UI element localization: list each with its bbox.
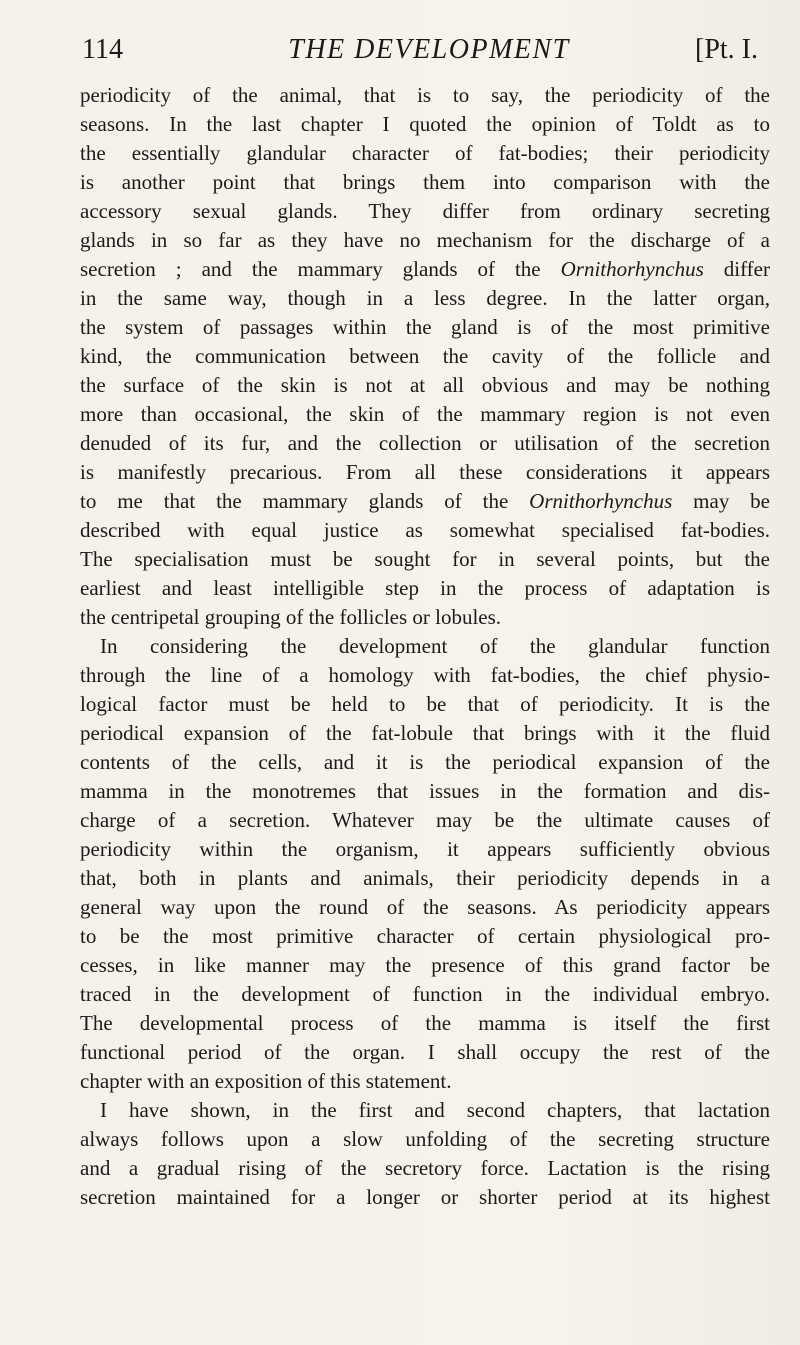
text-line: is manifestly precarious. From all these considerations it appears bbox=[80, 460, 770, 484]
paragraph-start-line: I have shown, in the first and second chapters, that lactation bbox=[100, 1098, 770, 1122]
text-line: the essentially glandular character of fat-bodies; their periodicity bbox=[80, 141, 770, 165]
text-line: glands in so far as they have no mechanism for the discharge of a bbox=[80, 228, 770, 252]
text-line: to be the most primitive character of certain physiological pro- bbox=[80, 924, 770, 948]
text-line: in the same way, though in a less degree. In the latter organ, bbox=[80, 286, 770, 310]
text-line: charge of a secretion. Whatever may be the ultimate causes of bbox=[80, 808, 770, 832]
text-line: functional period of the organ. I shall occupy the rest of the bbox=[80, 1040, 770, 1064]
text-line: logical factor must be held to be that of periodicity. It is the bbox=[80, 692, 770, 716]
text-line: the surface of the skin is not at all obvious and may be nothing bbox=[80, 373, 770, 397]
paragraph-end-line: the centripetal grouping of the follicles or lobules. bbox=[80, 605, 502, 629]
text-line: is another point that brings them into comparison with the bbox=[80, 170, 770, 194]
text-line: denuded of its fur, and the collection or utilisation of the secretion bbox=[80, 431, 770, 455]
text-line: and a gradual rising of the secretory force. Lactation is the rising bbox=[80, 1156, 770, 1180]
text-segment: to me that the mammary glands of the bbox=[80, 489, 530, 513]
text-line: always follows upon a slow unfolding of the secreting structure bbox=[80, 1127, 770, 1151]
text-line: through the line of a homology with fat-bodies, the chief physio- bbox=[80, 663, 770, 687]
page-number: 114 bbox=[82, 34, 123, 65]
text-line: earliest and least intelligible step in the process of adaptation is bbox=[80, 576, 770, 600]
text-line: general way upon the round of the seasons. As periodicity appears bbox=[80, 895, 770, 919]
text-line: periodical expansion of the fat-lobule that brings with it the fluid bbox=[80, 721, 770, 745]
page-header bbox=[82, 30, 758, 70]
text-line: that, both in plants and animals, their periodicity depends in a bbox=[80, 866, 770, 890]
text-segment: differ bbox=[703, 257, 770, 281]
text-segment: may be bbox=[672, 489, 771, 513]
paragraph-start-line: In considering the development of the glandular function bbox=[100, 634, 770, 658]
text-line: more than occasional, the skin of the mammary region is not even bbox=[80, 402, 770, 426]
text-line: described with equal justice as somewhat specialised fat-bodies. bbox=[80, 518, 770, 542]
text-line bbox=[80, 255, 770, 284]
text-line: secretion maintained for a longer or shorter period at its highest bbox=[80, 1185, 770, 1209]
text-line: seasons. In the last chapter I quoted the opinion of Toldt as to bbox=[80, 112, 770, 136]
part-marker: [Pt. I. bbox=[695, 34, 758, 65]
text-line: contents of the cells, and it is the periodical expansion of the bbox=[80, 750, 770, 774]
paragraph-end-line: chapter with an exposition of this statement. bbox=[80, 1069, 452, 1093]
text-line bbox=[80, 487, 770, 516]
text-line: The developmental process of the mamma is itself the first bbox=[80, 1011, 770, 1035]
text-line: accessory sexual glands. They differ from ordinary secreting bbox=[80, 199, 770, 223]
text-line: periodicity within the organism, it appears sufficiently obvious bbox=[80, 837, 770, 861]
text-line: the system of passages within the gland is of the most primitive bbox=[80, 315, 770, 339]
text-line: cesses, in like manner may the presence of this grand factor be bbox=[80, 953, 770, 977]
text-segment: secretion ; and the mammary glands of the bbox=[80, 257, 561, 281]
species-name: Ornithorhynchus bbox=[560, 257, 704, 281]
text-line: mamma in the monotremes that issues in the formation and dis- bbox=[80, 779, 770, 803]
text-line: kind, the communication between the cavity of the follicle and bbox=[80, 344, 770, 368]
running-title: THE DEVELOPMENT bbox=[288, 34, 570, 65]
text-line: traced in the development of function in the individual embryo. bbox=[80, 982, 770, 1006]
species-name: Ornithorhynchus bbox=[529, 489, 673, 513]
text-line: The specialisation must be sought for in several points, but the bbox=[80, 547, 770, 571]
body-text bbox=[80, 81, 770, 1212]
text-line: periodicity of the animal, that is to say, the periodicity of the bbox=[80, 83, 770, 107]
